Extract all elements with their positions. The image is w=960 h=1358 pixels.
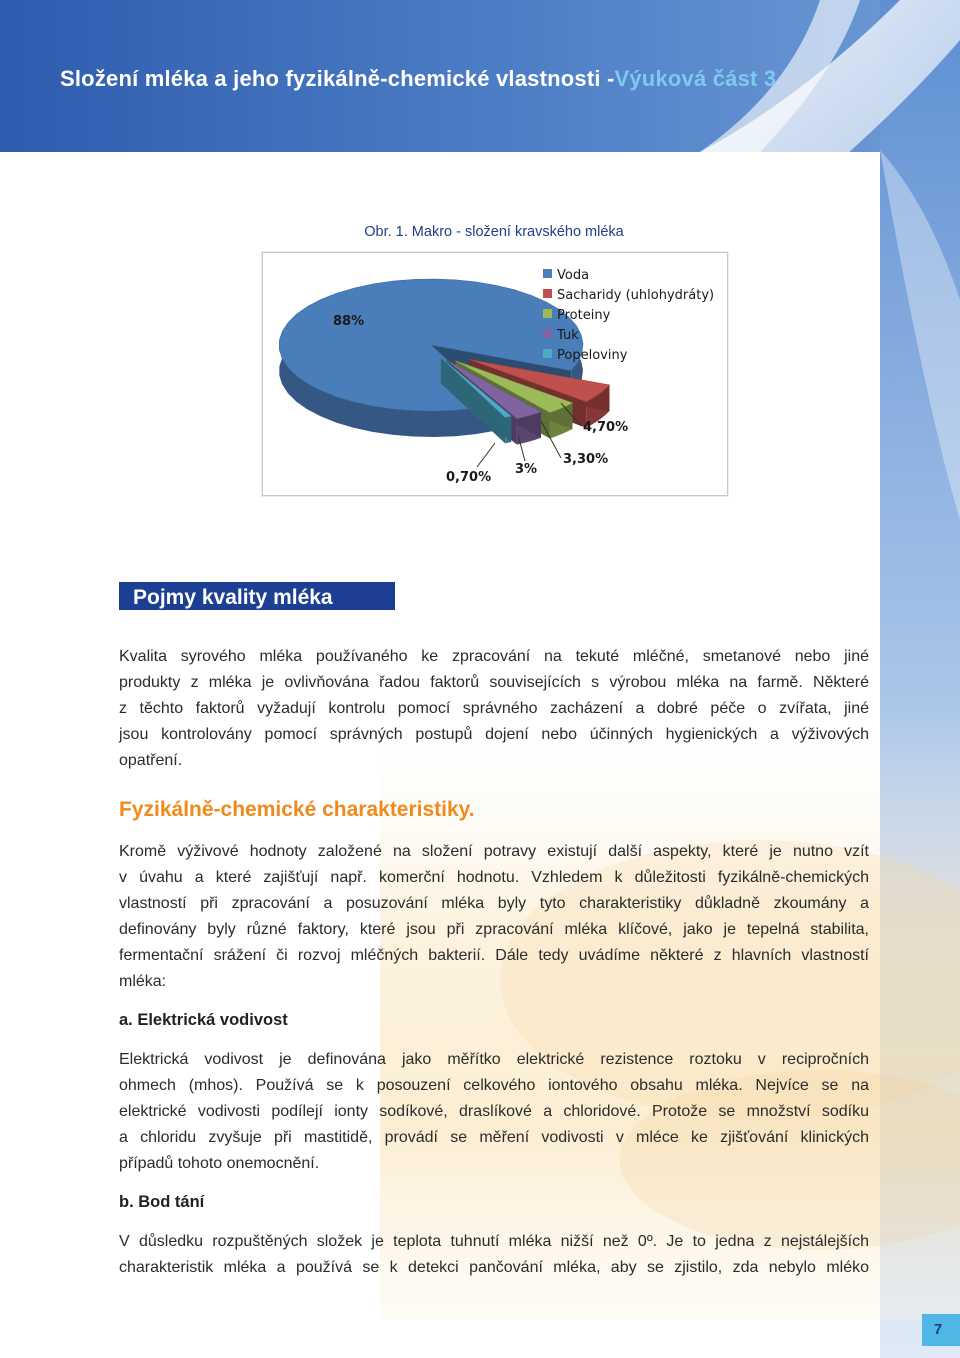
text-line: V důsledku rozpuštěných složek je teplota tuhnutí mléka nižší než 0º. Je to jedna z nejstálejších — [119, 1233, 869, 1250]
header-title-accent: Výuková část 3 — [614, 66, 777, 91]
leader-line — [477, 443, 495, 467]
legend-swatch — [543, 269, 552, 278]
data-label: 88% — [333, 314, 365, 329]
section-heading: Pojmy kvality mléka — [119, 582, 395, 610]
legend-entry: Proteiny — [557, 308, 611, 323]
text-line: případů tohoto onemocnění. — [119, 1155, 320, 1172]
paragraph-melting-point — [119, 1229, 869, 1281]
paragraph-conductivity — [119, 1047, 869, 1177]
text-line: jsou kontrolovány pomocí správných postupů dojení nebo účinných hygienických a výživových — [119, 726, 869, 743]
legend-swatch — [543, 329, 552, 338]
page-header-title — [60, 66, 776, 92]
data-label: 3% — [515, 462, 538, 477]
legend-entry: Sacharidy (uhlohydráty) — [557, 288, 715, 303]
text-line: opatření. — [119, 752, 183, 769]
text-line: Elektrická vodivost je definována jako měřítko elektrické rezistence roztoku v recipročních — [119, 1051, 869, 1068]
paragraph-milk-quality — [119, 644, 869, 774]
physchem-heading: Fyzikálně-chemické charakteristiky. — [119, 798, 475, 821]
text-line: charakteristik mléka a používá se k detekci pančování mléka, aby se zjistilo, zda nebylo mléko — [119, 1259, 869, 1276]
chart-legend — [543, 268, 714, 363]
data-label: 4,70% — [583, 420, 629, 435]
legend-entry: Popeloviny — [557, 348, 628, 363]
text-line: produkty z mléka je ovlivňována řadou faktorů souvisejících s výrobou mléka na farmě. Některé — [119, 674, 869, 691]
text-line: a chloridu zvyšuje při mastitidě, provádí se měření vodivosti v mléce ke zjišťování klinických — [119, 1129, 869, 1146]
legend-entry: Tuk — [557, 328, 579, 343]
text-line: ohmech (mhos). Používá se k posouzení celkového iontového obsahu mléka. Nejvíce se na — [119, 1077, 869, 1094]
pie-chart — [263, 253, 727, 495]
text-line: z těchto faktorů vyžadují kontrolu pomocí správného zacházení a dobré péče o zvířata, jiné — [119, 700, 869, 717]
figure-caption: Obr. 1. Makro - složení kravského mléka — [364, 224, 624, 240]
text-line: definovány byly různé faktory, které jsou při zpracování mléka klíčové, jako je tepelná stabilita, — [119, 921, 869, 938]
legend-swatch — [543, 289, 552, 298]
pie-chart-frame — [262, 252, 728, 496]
legend-entry: Voda — [557, 268, 590, 283]
text-line: v úvahu a které zajišťují např. komerční hodnotu. Vzhledem k důležitosti fyzikálně-chemických — [119, 869, 869, 886]
page-number: 7 — [922, 1314, 960, 1346]
text-line: mléka: — [119, 973, 167, 990]
header-title-main: Složení mléka a jeho fyzikálně-chemické vlastnosti - — [60, 66, 615, 91]
text-line: elektrické vodivosti podílejí ionty sodíkové, draslíkové a chloridové. Protože se množství sodíku — [119, 1103, 869, 1120]
data-label: 0,70% — [446, 470, 492, 485]
paragraph-physchem — [119, 839, 869, 995]
text-line: Kromě výživové hodnoty založené na složení potravy existují další aspekty, které je nutno vzít — [119, 843, 869, 860]
legend-swatch — [543, 309, 552, 318]
legend-swatch — [543, 349, 552, 358]
subheading-melting-point: b. Bod tání — [119, 1193, 205, 1211]
text-line: vlastností při zpracování a posuzování mléka byly tyto charakteristiky důkladně zkoumány a — [119, 895, 869, 912]
text-line: Kvalita syrového mléka používaného ke zpracování na tekuté mléčné, smetanové nebo jiné — [119, 648, 869, 665]
subheading-conductivity: a. Elektrická vodivost — [119, 1011, 288, 1029]
text-line: fermentační srážení či rozvoj mléčných bakterií. Dále tedy uvádíme některé z hlavních vlastností — [119, 947, 869, 964]
data-label: 3,30% — [563, 452, 609, 467]
